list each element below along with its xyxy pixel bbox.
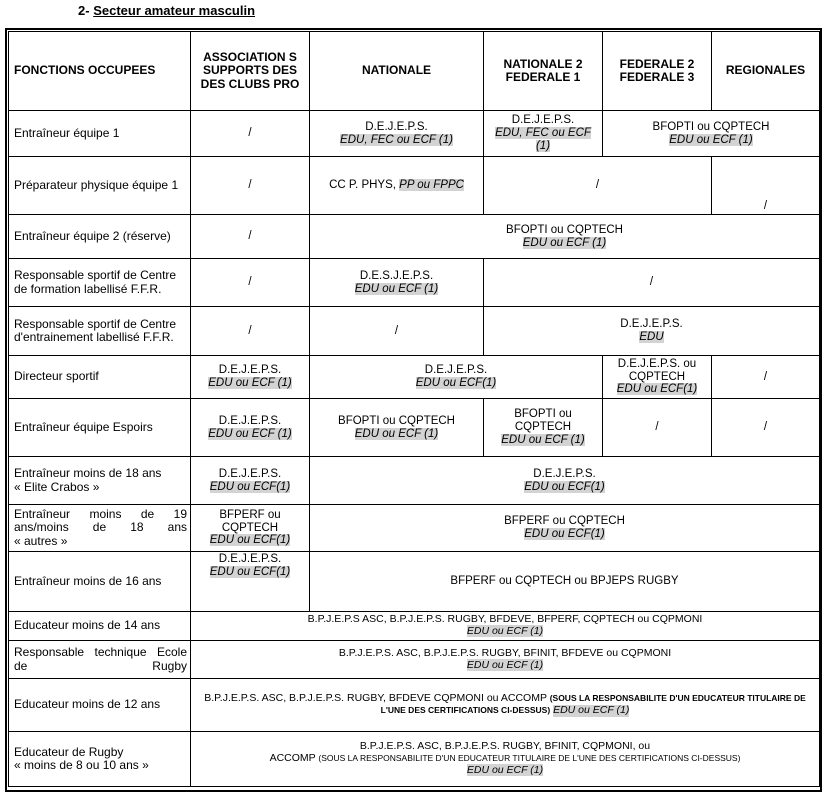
table-row	[9, 259, 820, 307]
cell-value: B.P.J.E.P.S ASC, B.P.J.E.P.S. RUGBY, BFDEVE, BFPERF, CQPTECH ou CQPMONI EDU ou ECF (1)	[191, 612, 820, 641]
cell-value: D.E.J.E.P.S. EDU ou ECF (1)	[191, 399, 310, 457]
header-nationale: NATIONALE	[310, 32, 484, 111]
cell-value: D.E.J.E.P.S. EDU, FEC ou ECF (1)	[310, 111, 484, 157]
row-label: Préparateur physique équipe 1	[9, 157, 191, 215]
cell-value: BFOPTI ou CQPTECH EDU ou ECF (1)	[310, 399, 484, 457]
cell-value: D.E.S.J.E.P.S. EDU ou ECF (1)	[310, 259, 484, 307]
cell-value: BFPERF ou CQPTECH EDU ou ECF(1)	[191, 505, 310, 552]
row-label: Responsable sportif de Centre de formation labellisé F.F.R.	[9, 259, 191, 307]
cell-value: /	[310, 307, 484, 356]
header-regionales: REGIONALES	[712, 32, 820, 111]
row-label: Educateur moins de 14 ans	[9, 612, 191, 641]
cell-value: D.E.J.E.P.S. EDU, FEC ou ECF (1)	[484, 111, 603, 157]
cell-value: /	[191, 111, 310, 157]
cell-value: D.E.J.E.P.S. EDU ou ECF(1)	[191, 552, 310, 612]
cell-value: B.P.J.E.P.S. ASC, B.P.J.E.P.S. RUGBY, BFINIT, BFDEVE ou CQPMONI EDU ou ECF (1)	[191, 641, 820, 679]
row-label: Entraîneur équipe 1	[9, 111, 191, 157]
row-label: Educateur moins de 12 ans	[9, 679, 191, 732]
cell-value: /	[603, 399, 712, 457]
qualification-table	[8, 31, 820, 787]
cell-value: /	[191, 157, 310, 215]
header-associations: ASSOCIATION S SUPPORTS DES DES CLUBS PRO	[191, 32, 310, 111]
cell-value: /	[712, 399, 820, 457]
cell-value: /	[712, 157, 820, 215]
header-federale2-federale3: FEDERALE 2 FEDERALE 3	[603, 32, 712, 111]
section-number: 2-	[78, 3, 90, 18]
section-heading	[78, 3, 255, 18]
cell-value: BFOPTI ou CQPTECH EDU ou ECF (1)	[603, 111, 820, 157]
row-label: Entraîneur moins de 18 ans « Elite Crabos »	[9, 457, 191, 505]
table-row	[9, 732, 820, 787]
table-row	[9, 356, 820, 399]
cell-value: /	[484, 157, 712, 215]
cell-value: BFOPTI ou CQPTECH EDU ou ECF (1)	[484, 399, 603, 457]
cell-value: BFOPTI ou CQPTECH EDU ou ECF (1)	[310, 215, 820, 259]
cell-value: /	[191, 307, 310, 356]
header-row	[9, 32, 820, 111]
cell-value: /	[712, 356, 820, 399]
header-fonctions: FONCTIONS OCCUPEES	[9, 32, 191, 111]
section-title: Secteur amateur masculin	[93, 3, 256, 18]
row-label: Entraîneur moins de 16 ans	[9, 552, 191, 612]
cell-value: /	[191, 259, 310, 307]
table-row	[9, 307, 820, 356]
table-row	[9, 111, 820, 157]
row-label: Responsable sportif de Centre d'entrainement labellisé F.F.R.	[9, 307, 191, 356]
table-row	[9, 457, 820, 505]
table-row	[9, 552, 820, 612]
cell-value: /	[191, 215, 310, 259]
cell-value: /	[484, 259, 820, 307]
row-label: Educateur de Rugby « moins de 8 ou 10 ans »	[9, 732, 191, 787]
cell-value: D.E.J.E.P.S. EDU	[484, 307, 820, 356]
table-row	[9, 641, 820, 679]
row-label: Entraîneur moins de 19 ans/moins de 18 ans « autres »	[9, 505, 191, 552]
cell-value: D.E.J.E.P.S. EDU ou ECF(1)	[310, 356, 603, 399]
cell-value: D.E.J.E.P.S. EDU ou ECF(1)	[191, 457, 310, 505]
table-row	[9, 157, 820, 215]
cell-value: D.E.J.E.P.S. EDU ou ECF(1)	[310, 457, 820, 505]
cell-value: D.E.J.E.P.S. EDU ou ECF (1)	[191, 356, 310, 399]
cell-value: B.P.J.E.P.S. ASC, B.P.J.E.P.S. RUGBY, BFDEVE CQPMONI ou ACCOMP (SOUS LA RESPONSABILITE D'UN EDUCATEUR TITULAIRE DE L'UNE DES CERTIFICATIONS CI-DESSUS) EDU ou ECF (1)	[191, 679, 820, 732]
cell-value: B.P.J.E.P.S. ASC, B.P.J.E.P.S. RUGBY, BFINIT, CQPMONI, ou ACCOMP (SOUS LA RESPONSABILITE D'UN EDUCATEUR TITULAIRE DE L'UNE DES CERTIFICATIONS CI-DESSUS) EDU ou ECF (1)	[191, 732, 820, 787]
row-label: Entraîneur équipe 2 (réserve)	[9, 215, 191, 259]
row-label: Responsable technique Ecole de Rugby	[9, 641, 191, 679]
table-row	[9, 505, 820, 552]
cell-value: CC P. PHYS, PP ou FPPC	[310, 157, 484, 215]
table-row	[9, 399, 820, 457]
table-row	[9, 679, 820, 732]
row-label: Entraîneur équipe Espoirs	[9, 399, 191, 457]
cell-value: BFPERF ou CQPTECH ou BPJEPS RUGBY	[310, 552, 820, 612]
cell-value: BFPERF ou CQPTECH EDU ou ECF(1)	[310, 505, 820, 552]
table-row	[9, 612, 820, 641]
cell-value: D.E.J.E.P.S. ou CQPTECH EDU ou ECF(1)	[603, 356, 712, 399]
table-row	[9, 215, 820, 259]
row-label: Directeur sportif	[9, 356, 191, 399]
header-nationale2-federale1: NATIONALE 2 FEDERALE 1	[484, 32, 603, 111]
